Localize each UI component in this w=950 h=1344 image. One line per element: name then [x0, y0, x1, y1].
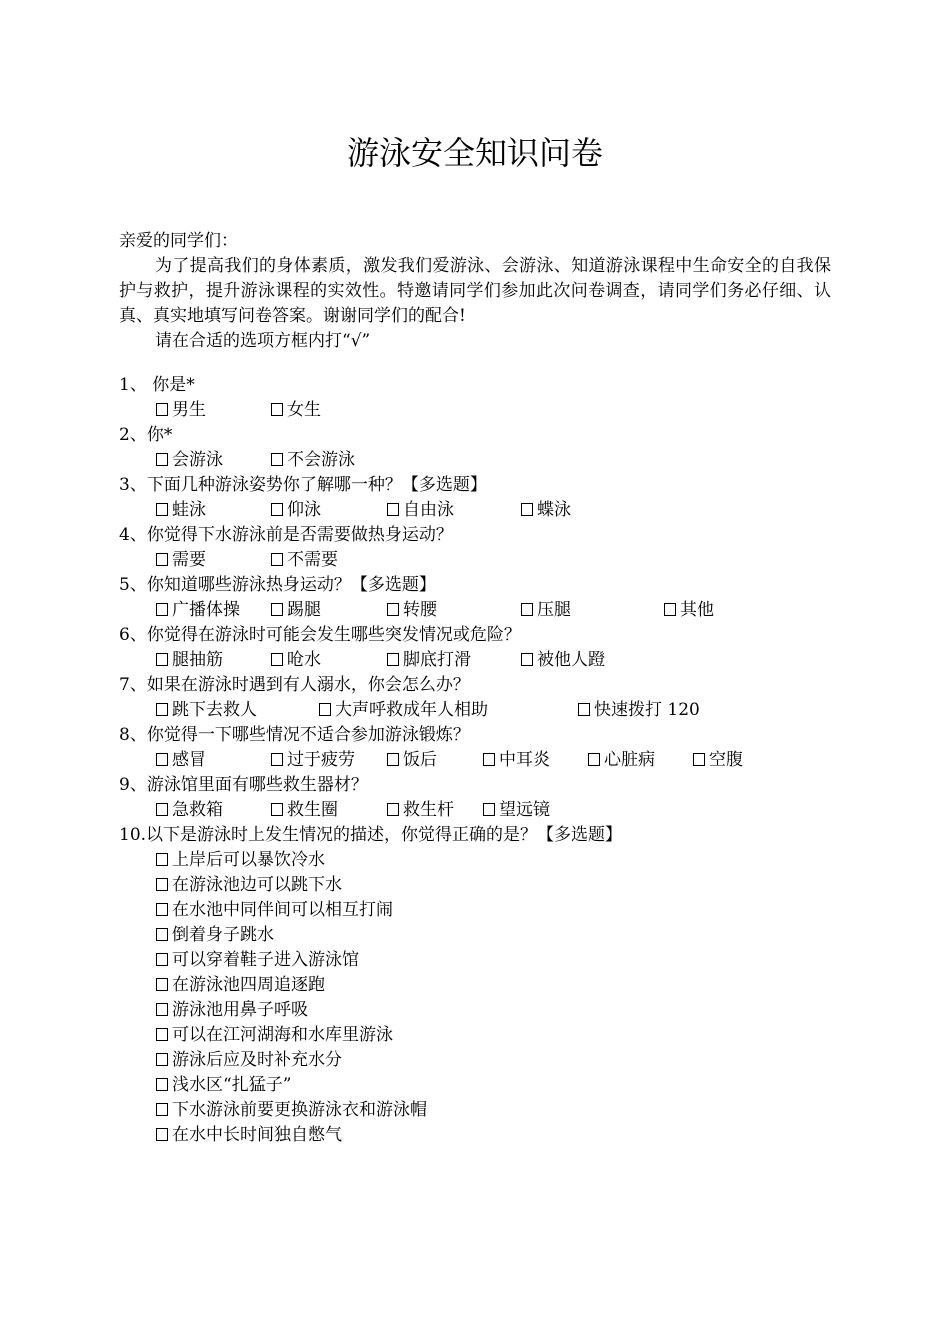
option-checkbox[interactable]: 感冒: [156, 748, 206, 773]
question-9-options: [119, 798, 859, 823]
question-5-options: [119, 598, 859, 623]
question-7-title: 7、如果在游泳时遇到有人溺水，你会怎么办？: [119, 675, 470, 695]
checkbox-icon[interactable]: [521, 653, 533, 666]
checkbox-icon[interactable]: [588, 753, 600, 766]
question-1-title: 1、 你是*: [119, 375, 195, 395]
question-3-title: 3、下面几种游泳姿势你了解哪一种？【多选题】: [119, 475, 487, 495]
checkbox-icon[interactable]: [693, 753, 705, 766]
question-9-title: 9、游泳馆里面有哪些救生器材？: [119, 775, 368, 795]
option-checkbox[interactable]: 跳下去救人: [156, 698, 257, 723]
checkbox-icon[interactable]: [319, 703, 331, 716]
checkbox-icon[interactable]: [271, 753, 283, 766]
checkbox-icon[interactable]: [271, 503, 283, 516]
option-checkbox[interactable]: 在水池中同伴间可以相互打闹: [156, 898, 859, 923]
checkbox-icon[interactable]: [483, 753, 495, 766]
option-checkbox[interactable]: 被他人蹬: [521, 648, 605, 673]
option-checkbox[interactable]: 快速拨打 120: [578, 698, 700, 723]
checkbox-icon[interactable]: [271, 453, 283, 466]
option-checkbox[interactable]: 踢腿: [271, 598, 321, 623]
option-checkbox[interactable]: 上岸后可以暴饮冷水: [156, 848, 859, 873]
intro-paragraph: 为了提高我们的身体素质，激发我们爱游泳、会游泳、知道游泳课程中生命安全的自我保护与救护，提升游泳课程的实效性。特邀请同学们参加此次问卷调查，请同学们务必仔细、认真、真实地填写问卷答案。谢谢同学们的配合!: [119, 256, 831, 326]
checkbox-icon[interactable]: [156, 853, 168, 866]
checkbox-icon[interactable]: [156, 403, 168, 416]
checkbox-icon[interactable]: [156, 928, 168, 941]
question-1-options: [119, 398, 859, 423]
option-checkbox[interactable]: 游泳池用鼻子呼吸: [156, 998, 859, 1023]
option-checkbox[interactable]: 其他: [664, 598, 714, 623]
option-checkbox[interactable]: 望远镜: [483, 798, 550, 823]
option-checkbox[interactable]: 需要: [156, 548, 206, 573]
option-checkbox[interactable]: 不会游泳: [271, 448, 355, 473]
option-checkbox[interactable]: 在游泳池四周追逐跑: [156, 973, 859, 998]
question-4-title: 4、你觉得下水游泳前是否需要做热身运动？: [119, 525, 453, 545]
option-checkbox[interactable]: 过于疲劳: [271, 748, 355, 773]
checkbox-icon[interactable]: [156, 453, 168, 466]
checkbox-icon[interactable]: [578, 703, 590, 716]
checkbox-icon[interactable]: [156, 978, 168, 991]
question-10-title: 10.以下是游泳时上发生情况的描述，你觉得正确的是？【多选题】: [119, 825, 623, 845]
page-title: 游泳安全知识问卷: [346, 134, 603, 172]
checkbox-icon[interactable]: [387, 753, 399, 766]
checkbox-icon[interactable]: [156, 1103, 168, 1116]
option-checkbox[interactable]: 脚底打滑: [387, 648, 471, 673]
checkbox-icon[interactable]: [271, 803, 283, 816]
option-checkbox[interactable]: 蛙泳: [156, 498, 206, 523]
checkbox-icon[interactable]: [271, 553, 283, 566]
question-2-options: [119, 448, 859, 473]
option-checkbox[interactable]: 女生: [271, 398, 321, 423]
checkbox-icon[interactable]: [387, 503, 399, 516]
option-checkbox[interactable]: 腿抽筋: [156, 648, 223, 673]
checkbox-icon[interactable]: [483, 803, 495, 816]
checkbox-icon[interactable]: [387, 803, 399, 816]
checkbox-icon[interactable]: [271, 653, 283, 666]
option-checkbox[interactable]: 大声呼救成年人相助: [319, 698, 488, 723]
option-checkbox[interactable]: 游泳后应及时补充水分: [156, 1048, 859, 1073]
option-checkbox[interactable]: 压腿: [521, 598, 571, 623]
option-checkbox[interactable]: 男生: [156, 398, 206, 423]
option-checkbox[interactable]: 可以穿着鞋子进入游泳馆: [156, 948, 859, 973]
option-checkbox[interactable]: 浅水区“扎猛子”: [156, 1073, 859, 1098]
checkbox-icon[interactable]: [156, 503, 168, 516]
checkbox-icon[interactable]: [156, 1053, 168, 1066]
checkbox-icon[interactable]: [271, 403, 283, 416]
checkbox-icon[interactable]: [271, 603, 283, 616]
question-10-options: [119, 848, 859, 1148]
option-checkbox[interactable]: 在水中长时间独自憋气: [156, 1123, 859, 1148]
question-7-options: [119, 698, 859, 723]
option-checkbox[interactable]: 会游泳: [156, 448, 223, 473]
option-checkbox[interactable]: 可以在江河湖海和水库里游泳: [156, 1023, 859, 1048]
option-checkbox[interactable]: 在游泳池边可以跳下水: [156, 873, 859, 898]
option-checkbox[interactable]: 下水游泳前要更换游泳衣和游泳帽: [156, 1098, 859, 1123]
option-checkbox[interactable]: 蝶泳: [521, 498, 571, 523]
question-6-options: [119, 648, 859, 673]
option-checkbox[interactable]: 空腹: [693, 748, 743, 773]
question-8-options: [119, 748, 859, 773]
option-checkbox[interactable]: 转腰: [387, 598, 437, 623]
option-checkbox[interactable]: 救生圈: [271, 798, 338, 823]
checkbox-icon[interactable]: [156, 1028, 168, 1041]
option-checkbox[interactable]: 广播体操: [156, 598, 240, 623]
option-checkbox[interactable]: 中耳炎: [483, 748, 550, 773]
checkbox-icon[interactable]: [156, 953, 168, 966]
question-4-options: [119, 548, 859, 573]
checkbox-icon[interactable]: [664, 603, 676, 616]
checkbox-icon[interactable]: [387, 653, 399, 666]
salutation: 亲爱的同学们：: [119, 231, 238, 251]
question-6-title: 6、你觉得在游泳时可能会发生哪些突发情况或危险？: [119, 625, 521, 645]
checkbox-icon[interactable]: [521, 603, 533, 616]
instruction-text: 请在合适的选项方框内打“√”: [155, 331, 371, 351]
option-checkbox[interactable]: 自由泳: [387, 498, 454, 523]
checkbox-icon[interactable]: [156, 878, 168, 891]
option-checkbox[interactable]: 仰泳: [271, 498, 321, 523]
checkbox-icon[interactable]: [156, 1003, 168, 1016]
option-checkbox[interactable]: 救生杆: [387, 798, 454, 823]
question-8-title: 8、你觉得一下哪些情况不适合参加游泳锻炼？: [119, 725, 470, 745]
checkbox-icon[interactable]: [156, 603, 168, 616]
question-5-title: 5、你知道哪些游泳热身运动？【多选题】: [119, 575, 436, 595]
checkbox-icon[interactable]: [156, 1128, 168, 1141]
checkbox-icon[interactable]: [387, 603, 399, 616]
checkbox-icon[interactable]: [156, 903, 168, 916]
checkbox-icon[interactable]: [156, 1078, 168, 1091]
option-checkbox[interactable]: 心脏病: [588, 748, 655, 773]
option-checkbox[interactable]: 饭后: [387, 748, 437, 773]
question-list: [119, 373, 859, 1148]
checkbox-icon[interactable]: [156, 803, 168, 816]
checkbox-icon[interactable]: [156, 753, 168, 766]
question-3-options: [119, 498, 859, 523]
checkbox-icon[interactable]: [156, 703, 168, 716]
checkbox-icon[interactable]: [156, 553, 168, 566]
checkbox-icon[interactable]: [521, 503, 533, 516]
option-checkbox[interactable]: 急救箱: [156, 798, 223, 823]
question-2-title: 2、你*: [119, 425, 173, 445]
option-checkbox[interactable]: 呛水: [271, 648, 321, 673]
option-checkbox[interactable]: 不需要: [271, 548, 338, 573]
checkbox-icon[interactable]: [156, 653, 168, 666]
option-checkbox[interactable]: 倒着身子跳水: [156, 923, 859, 948]
